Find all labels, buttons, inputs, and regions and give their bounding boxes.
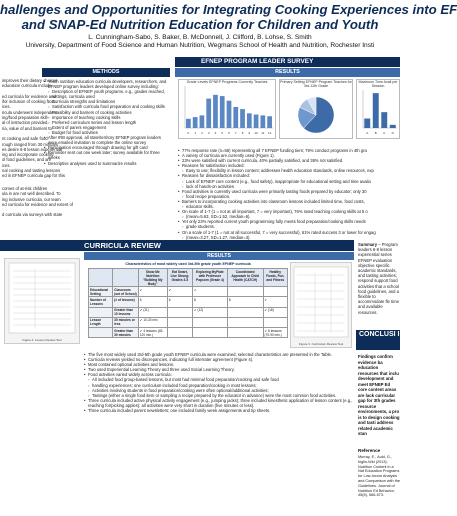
- curriculum-review-tool-figure: [290, 262, 352, 348]
- reference-heading: Reference: [358, 448, 381, 453]
- methods-bullet: • Descriptive analyses used to summarize results: [44, 161, 168, 166]
- lesson-review-tool-figure: [4, 258, 80, 344]
- x-tick-label: 7: [234, 131, 237, 136]
- table-row: [89, 307, 288, 317]
- survey-result-bullet: ◦ lack of hands-on activities: [178, 184, 400, 189]
- grade-levels-chart: [178, 79, 276, 139]
- survey-result-bullet: ◦ educator skills.: [178, 204, 400, 209]
- survey-result-bullet: • On a scale of 1-7 (1 = not at all successful, 7 = very successful), 61% rated success 3 or lower for engag: [178, 230, 400, 235]
- survey-result-bullet: ◦ grade students.: [178, 224, 400, 229]
- survey-result-bullet: ◦ Easy to use; flexibility in lesson content; addresses health education standards, online resources, exp: [178, 168, 400, 173]
- x-tick-label: 11: [261, 131, 265, 136]
- table-cell: [192, 317, 227, 327]
- table-cell: Educational Setting: [89, 287, 113, 297]
- table-cell: [227, 327, 263, 337]
- survey-result-bullet: • Reasons for satisfaction included:: [178, 163, 400, 168]
- left-column-line: education curricula include: [2, 83, 52, 89]
- bar: [193, 117, 198, 128]
- methods-bullet: ◦ Description of EFNEP youth programs, e.g., grades reached, settings, curricula used: [44, 89, 168, 99]
- chart-title: Maximum Time Avail per Session: [358, 80, 398, 89]
- bar: [213, 95, 218, 128]
- bar: [233, 107, 238, 128]
- table-cell: 8: [192, 297, 227, 307]
- table-cell: ✔: [192, 287, 227, 297]
- x-tick-label: 8: [241, 131, 244, 136]
- table-row: [89, 297, 288, 307]
- methods-bullet: • Participation encouraged through drawing for gift card: [44, 145, 168, 150]
- conclusions-heading: CONCLUSI IMPLICATIO: [356, 330, 400, 350]
- table-header-cell: Healthy Foods, Fun, and Fitness: [263, 269, 287, 287]
- bar: [200, 116, 205, 129]
- left-column-line: ing and incorporate cooking: [2, 152, 54, 158]
- x-tick-label: C: [383, 131, 386, 136]
- table-cell: ✔ (12): [192, 307, 227, 317]
- x-tick-label: 4: [214, 131, 217, 136]
- table-row: [89, 327, 288, 337]
- bar: [186, 119, 191, 128]
- table-row: [89, 287, 288, 297]
- survey-result-bullet: ◦ (mean=3.27, SD=1.27, median=3).: [178, 235, 400, 240]
- methods-bullet: • Youth nutrition education curricula developers, researchers, and EFNEP program leaders developed online survey including:: [44, 79, 168, 89]
- left-column-line: ria, value of and barriers to: [2, 125, 52, 131]
- methods-bullet: • Reminder sent out one week later; survey available for three weeks: [44, 150, 168, 160]
- bar: [254, 115, 259, 128]
- methods-bullet: ◦ Preferred curriculum series and lesson length: [44, 120, 168, 125]
- x-tick-label: 3: [207, 131, 210, 136]
- left-column-line: ing inclusive curricula, our team: [2, 196, 61, 202]
- table-header-cell: Show Me Nutrition "Building My Body": [138, 269, 167, 287]
- curricula-results-list: [84, 352, 354, 413]
- table-cell: [167, 317, 192, 327]
- curricula-result-bullet: • Curricula reviews yielded no discrepancies, indicating full interrater agreement (Figure 4).: [84, 357, 354, 362]
- table-cell: [167, 327, 192, 337]
- left-column-text: [2, 78, 65, 179]
- x-tick-label: 12: [267, 131, 272, 136]
- chart-title: Primary Setting EFNEP Program Teaches for 3rd-12th Grade: [280, 80, 352, 89]
- left-column-line: ol food guidelines, and are: [2, 157, 52, 163]
- survey-heading: EFNEP PROGRAM LEADER SURVEY: [175, 57, 400, 67]
- left-column-line: ifor inclusion of cooking from: [2, 99, 56, 105]
- left-column-line: improves their dietary choices: [2, 78, 58, 83]
- table-cell: Greater than 10 lessons: [113, 307, 139, 317]
- survey-result-bullet: ◦ (mean=5.63, SD=1.52, median=6).: [178, 214, 400, 219]
- table-cell: Lesson Length: [89, 317, 113, 327]
- table-caption: Characteristics of most widely used 3rd-5th grade youth EFNEP curricula: [125, 262, 251, 266]
- methods-bullet: ◦ Budget for food activities: [44, 130, 168, 135]
- left-column-line: ed curricula for evidence and: [2, 93, 56, 99]
- poster-header: [0, 0, 457, 60]
- left-column-line: ing/food preparation skill-: [2, 115, 49, 121]
- table-cell: (# of lessons): [113, 297, 139, 307]
- curricula-result-bullet: • Food activities varied widely across curricula:: [84, 372, 354, 377]
- methods-bullet: ◦ Satisfaction with curricula food preparation and cooking skills: [44, 104, 168, 109]
- table-cell: ✔ 4 lessons (45-120 min.): [138, 327, 167, 337]
- x-tick-label: 6: [228, 131, 230, 136]
- summary-label: Summary: [358, 242, 378, 247]
- table-cell: ✔: [138, 287, 167, 297]
- bar: [240, 109, 245, 128]
- survey-result-bullet: • On scale of 1-7 (1 = not at all important, 7 = very important), 76% rated teaching cooking skills at 5 o: [178, 209, 400, 214]
- table-cell: [89, 307, 113, 317]
- x-tick-label: A: [366, 131, 369, 136]
- curricula-table: [88, 268, 288, 338]
- survey-result-bullet: • Food activities in currently used curricula were primarily tasting foods prepared by educator; only 30: [178, 189, 400, 194]
- bar: [373, 94, 379, 129]
- methods-list: [44, 79, 168, 166]
- table-cell: ✔ (18): [263, 307, 287, 317]
- curricula-result-bullet: • Three curricula included active physical activity engagement (e.g., jumping jacks); three included kinesthetic application of lesson content (e.g., reaching for/picking apples); all activities were very short in duration (five minutes or less).: [84, 398, 354, 408]
- left-column-line: nal cooking and tasting lessons: [2, 168, 61, 174]
- left-column-text-2: [2, 186, 73, 218]
- curricula-review-heading: CURRICULA REVIEW: [0, 240, 354, 251]
- reference-text: Murray, E., Auld, G., Inglis-Wid (2013). Nutrition Content in a Nat Education Programs for Low-Incom Analysis and Comparison with the Guidelines. Journal of Nutrition Ed Behavior, 45(6), 566-573.: [358, 455, 400, 498]
- curricula-result-bullet: ◦ handling experiences; one curriculum included food preparation/cooking in most lessons;: [84, 383, 354, 388]
- table-header-cell: Eat Smart, Live Strong: Grades 3-5: [167, 269, 192, 287]
- table-header-cell: Exploring MyPlate with Professor Popcorn (Grade 4): [192, 269, 227, 287]
- max-time-chart: [356, 79, 400, 139]
- table-cell: Number of Lessons: [89, 297, 113, 307]
- methods-bullet: ◦ Curricula strengths and limitations: [44, 99, 168, 104]
- primary-setting-chart: [279, 79, 353, 139]
- grade-levels-bar-chart: [179, 84, 275, 136]
- methods-heading: METHODS: [42, 68, 170, 77]
- curricula-result-bullet: ◦ Activities involving students in food preparation/cooking were often optional/additional activities;: [84, 388, 354, 393]
- primary-setting-pie-chart: [280, 88, 352, 138]
- table-cell: Greater than 30 minutes: [113, 327, 139, 337]
- bar: [364, 119, 370, 129]
- table-header-cell: [113, 269, 139, 287]
- survey-result-bullet: • 23% were satisfied with current curricula, 40% partially satisfied, and 38% not satisfied.: [178, 158, 400, 163]
- figure-2-caption: Figure 2. Lesson Review Tool: [22, 338, 62, 342]
- survey-result-bullet: • Reasons for dissatisfaction included:: [178, 173, 400, 178]
- review-tool-form-image: [291, 263, 351, 341]
- x-tick-label: 9: [248, 131, 251, 136]
- left-column-line: es desire 6-8 lesson experiential: [2, 146, 63, 152]
- bar: [267, 116, 272, 128]
- methods-bullet: ◦ Feasibility and barriers of cooking activities: [44, 110, 168, 115]
- table-cell: ✔ 6 lessons (70-90 min.): [263, 327, 287, 337]
- bar: [220, 96, 225, 128]
- table-cell: [227, 307, 263, 317]
- table-cell: [263, 317, 287, 327]
- conclusions-text: Findings confirm evidence ba education resources that inclu development and meet EFNEP Ed core content areas are lack curricular gap for 3th grades resource environments, a pro is to design cooking and tasti address related academic stan: [358, 354, 400, 436]
- table-cell: 30 minutes or less: [113, 317, 139, 327]
- survey-result-bullet: ◦ food recipe preparation.: [178, 194, 400, 199]
- curricula-results-heading: RESULTS: [84, 252, 354, 260]
- max-time-bar-chart: [357, 88, 399, 136]
- x-tick-label: B: [374, 131, 377, 136]
- table-cell: 6: [138, 297, 167, 307]
- table-cell: 8: [227, 297, 263, 307]
- left-column-line: al of instruction provided.: [2, 120, 49, 126]
- bar: [206, 99, 211, 128]
- table-header-cell: [89, 269, 113, 287]
- left-column-line: ices.: [2, 104, 11, 110]
- curricula-result-bullet: ◦ Tastings (either a single food item or sampling a recipe prepared by the educator in advance) were the most common food activities.: [84, 393, 354, 398]
- poster-title-line1: hallenges and Opportunities for Integrating Cooking Experiences into EF: [0, 2, 457, 17]
- survey-result-bullet: ◦ Lack of EFNEP core content (e.g., food safety), inappropriate for educational setting and time availa: [178, 179, 400, 184]
- table-cell: [192, 327, 227, 337]
- x-tick-label: 10: [254, 131, 258, 136]
- table-cell: ✔ (11): [138, 307, 167, 317]
- summary-text: – Program leaders 6-8 lesson experiential series EFNEP evaluation objective specific academic standards, and tasting activities; respond support food activities that a school food guidelines, and a flexible to accommodate fle time and available resources.: [358, 242, 399, 315]
- survey-results-heading: RESULTS: [175, 68, 400, 77]
- bar: [247, 114, 252, 129]
- left-column-line: ed in EFNEP curricula gap for this: [2, 173, 65, 179]
- table-cell: [227, 317, 263, 327]
- curricula-result-bullet: ◦ All included food group-based lessons, but most had minimal food preparation/cooking and safe food: [84, 377, 354, 382]
- table-cell: Classroom (out of School): [114, 287, 137, 296]
- curricula-result-bullet: • Three curricula included parent newsletters; one included family week assignments and tip sheets.: [84, 408, 354, 413]
- x-tick-label: 5: [221, 131, 224, 136]
- left-column-line: d curricula via surveys with state: [2, 212, 63, 218]
- affiliation: University, Department of Food Science and Human Nutrition, Wegmans School of Health and Nutrition, Rochester Insti: [25, 42, 375, 49]
- chart-title: Grade Levels EFNEP Programs Currently Teaches: [186, 80, 268, 84]
- methods-bullet: ◦ Importance of teaching cooking skills: [44, 115, 168, 120]
- table-cell: ✔: [263, 297, 287, 307]
- table-header-cell: Coordinated Approach to Child Health (CATCH): [227, 269, 263, 287]
- bar: [381, 113, 387, 129]
- survey-result-bullet: • Barriers to incorporating cooking activities into classroom lessons included limited time, food costs,: [178, 199, 400, 204]
- left-column-line: nt cooking and safe food: [2, 136, 48, 142]
- x-tick-label: 2: [201, 131, 203, 136]
- survey-result-bullet: • A variety of curricula are currently used (Figure 1).: [178, 153, 400, 158]
- table-row: [89, 317, 288, 327]
- summary-paragraph: [358, 242, 400, 315]
- survey-result-bullet: • 77% response rate (n=58) representing all 7 EFNEP funding tiers; 79% conduct programs in 4th gra: [178, 148, 400, 153]
- table-cell: [263, 287, 287, 297]
- survey-results-list: [178, 148, 400, 240]
- methods-bullet: ◦ Extent of parent engagement: [44, 125, 168, 130]
- curricula-result-bullet: • Most contained optional activities and lessons.: [84, 362, 354, 367]
- table-cell: [167, 307, 192, 317]
- left-column-line: rough ranged from 30 minutes: [2, 141, 59, 147]
- methods-bullet: • After IRB approval, all state/territory EFNEP program leaders were emailed invitation to complete the online survey: [44, 135, 168, 145]
- bar: [260, 116, 265, 129]
- table-cell: ✔: [167, 287, 192, 297]
- x-tick-label: K: [187, 131, 190, 136]
- left-column-line: ices.: [2, 162, 11, 168]
- table-cell: [227, 287, 263, 297]
- curricula-result-bullet: • The five most widely used 3rd-5th grade youth EFNEP curricula were examined; selected characteristics are presented in the Table.: [84, 352, 354, 357]
- table-cell: 6: [167, 297, 192, 307]
- left-column-line: ricula underwent independent: [2, 109, 57, 115]
- curricula-result-bullet: • Two used Experiential Learning Theory and three used Social Learning Theory.: [84, 367, 354, 372]
- left-column-line: comes of at-risk children: [2, 186, 48, 191]
- bar: [390, 125, 396, 128]
- table-cell: ✔ 10-30 min: [138, 317, 167, 327]
- x-tick-label: 1: [194, 131, 196, 136]
- figure-3-caption: Figure 3. Curriculum Review Tool: [298, 342, 344, 346]
- authors: L. Cunningham-Sabo, S. Baker, B. McDonnell, J. Clifford, B. Lohse, S. Smith: [88, 34, 312, 41]
- table-cell: [89, 327, 113, 337]
- bar: [227, 101, 232, 128]
- review-tool-form-image: [5, 259, 79, 337]
- left-column-line: ed curricula for evidence and extent of: [2, 201, 73, 207]
- left-column-line: ula in are not well described. To: [2, 191, 61, 197]
- poster-title-line2: and SNAP-Ed Nutrition Education for Children and Youth: [21, 17, 379, 32]
- survey-result-bullet: • Yet only 23% reported current youth programming fully meets food preparation/cooking skills needs: [178, 219, 400, 224]
- x-tick-label: D: [391, 131, 394, 136]
